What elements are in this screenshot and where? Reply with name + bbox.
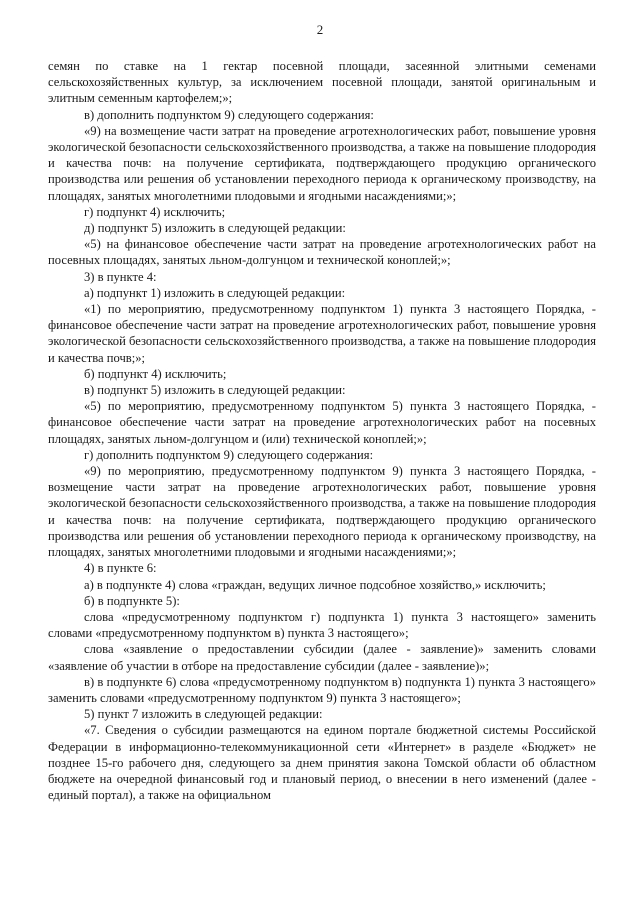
paragraph: 5) пункт 7 изложить в следующей редакции: [84, 707, 323, 722]
paragraph: семян по ставке на 1 гектар посевной площади, засеянной элитными семенами сельскохозяйственных культур, за исключением посевной площади, занятой оригинальным и элитным семенным картофелем;»; [48, 59, 596, 106]
paragraph: слова «заявление о предоставлении субсидии (далее - заявление)» заменить словами «заявление об участии в отборе на предоставление субсидии (далее - заявление)»; [48, 642, 596, 673]
paragraph: 3) в пункте 4: [84, 269, 157, 284]
paragraph: слова «предусмотренному подпунктом г) подпункта 1) пункта 3 настоящего» заменить словами «предусмотренному подпунктом в) пункта 3 настоящего»; [48, 609, 596, 641]
paragraph: а) в подпункте 4) слова «граждан, ведущих личное подсобное хозяйство,» исключить; [84, 577, 546, 592]
paragraph: «7. Сведения о субсидии размещаются на едином портале бюджетной системы Российской Федерации в информационно-телекоммуникационной сети «Интернет» в разделе «Бюджет» не позднее 15-го рабочего дня, следующего за днем принятия закона Томской области об областном бюджете на очередной финансовый год и плановый период, о внесении в него изменений (далее - единый портал), а также на официальном [48, 723, 596, 803]
paragraph: а) подпункт 1) изложить в следующей редакции: [84, 285, 346, 300]
paragraph: в) в подпункте 6) слова «предусмотренному подпунктом в) подпункта 1) пункта 3 настоящего» заменить словами «предусмотренному подпунктом 9) пункта 3 настоящего»; [48, 674, 596, 705]
paragraph: в) дополнить подпунктом 9) следующего содержания: [84, 107, 374, 122]
page-number: 2 [316, 22, 324, 37]
paragraph: г) дополнить подпунктом 9) следующего содержания: [84, 447, 374, 462]
paragraph: б) в подпункте 5): [84, 593, 180, 608]
paragraph: в) подпункт 5) изложить в следующей редакции: [84, 383, 346, 398]
paragraph: «1) по мероприятию, предусмотренному подпунктом 1) пункта 3 настоящего Порядка, - финансовое обеспечение части затрат на проведение агротехнологических работ, повышение уровня экологической безопасности сельскохозяйственного производства, а также на повышение плодородия и качества почв;»; [48, 302, 596, 365]
paragraph: «9) на возмещение части затрат на проведение агротехнологических работ, повышение уровня экологической безопасности сельскохозяйственного производства, а также на повышение плодородия и качества почв: на получение сертификата, подтверждающего продукцию органического производства или решения об установлении переходного периода к органическому производству, на площадях, занятых многолетними плодовыми и ягодными насаждениями;»; [48, 123, 596, 203]
document-body [48, 58, 596, 803]
paragraph: г) подпункт 4) исключить; [84, 204, 226, 219]
paragraph: б) подпункт 4) исключить; [84, 366, 227, 381]
paragraph: «5) по мероприятию, предусмотренному подпунктом 5) пункта 3 настоящего Порядка, - финансовое обеспечение части затрат на проведение агротехнологических работ на посевных площадях, занятых льном-долгунцом и (или) технической коноплей;»; [48, 399, 596, 446]
paragraph: «9) по мероприятию, предусмотренному подпунктом 9) пункта 3 настоящего Порядка, - возмещение части затрат на проведение агротехнологических работ, повышение уровня экологической безопасности сельскохозяйственного производства, а также на повышение плодородия и качества почв: на получение сертификата, подтверждающего продукцию органического производства или решения об установлении переходного периода к органическому производству, на площадях, занятых многолетними плодовыми и ягодными насаждениями;»; [48, 464, 596, 560]
paragraph: д) подпункт 5) изложить в следующей редакции: [84, 221, 346, 236]
paragraph: «5) на финансовое обеспечение части затрат на проведение агротехнологических работ на посевных площадях, занятых льном-долгунцом и технической коноплей;»; [48, 237, 596, 268]
paragraph: 4) в пункте 6: [84, 561, 157, 576]
